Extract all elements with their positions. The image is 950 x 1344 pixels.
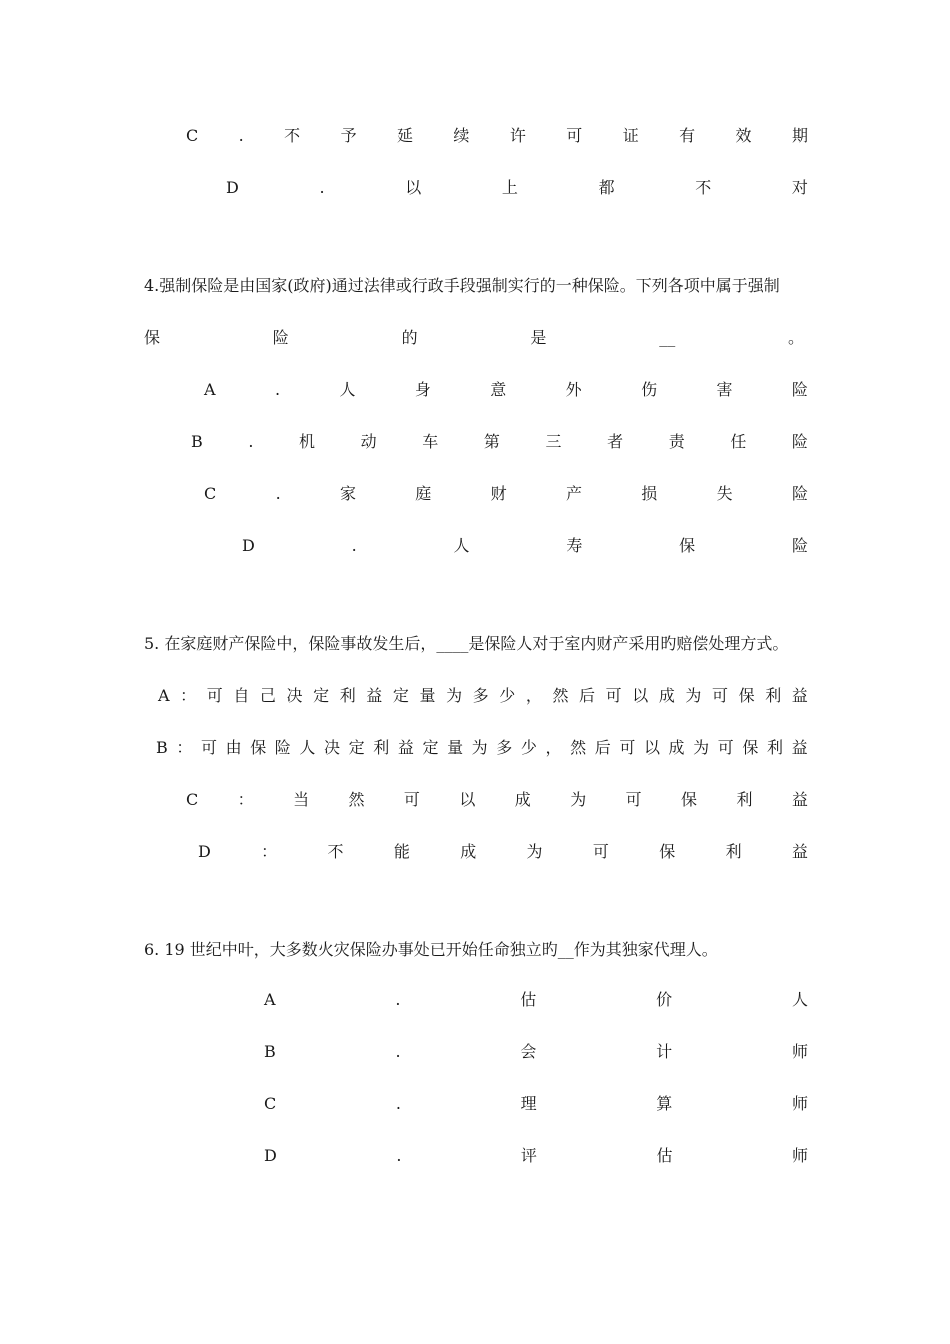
text-char: 多 [472, 686, 489, 705]
text-char: 车 [422, 432, 439, 451]
text-char: 益 [791, 790, 808, 809]
text-char: 利 [736, 790, 753, 809]
text-char: . [395, 1094, 401, 1113]
text-char: 以 [459, 790, 476, 809]
text-char: 庭 [415, 484, 432, 503]
text-char: 不 [695, 178, 712, 197]
text-char: 成 [514, 790, 531, 809]
text-char: 以 [405, 178, 422, 197]
text-char: 利 [339, 686, 356, 705]
q6-option-b [264, 1040, 808, 1064]
text-char: 定 [348, 738, 365, 757]
text-char: 然 [552, 686, 569, 705]
text-char: 外 [565, 380, 582, 399]
q5-option-d [198, 840, 808, 864]
text-char: 动 [360, 432, 377, 451]
text-char: 损 [641, 484, 658, 503]
text-char: A [264, 990, 276, 1009]
text-char: 人 [453, 536, 470, 555]
text-char: 量 [419, 686, 436, 705]
text-char: . [396, 1146, 402, 1165]
text-char: 责 [668, 432, 685, 451]
text-char: 。 [787, 328, 804, 347]
text-char: 定 [313, 686, 330, 705]
text-char: D [226, 178, 239, 197]
text-char: 家 [339, 484, 356, 503]
text-char: ： [180, 686, 197, 705]
prev-question-option-c [186, 124, 808, 148]
text-char: 然 [348, 790, 365, 809]
text-char: 险 [791, 484, 808, 503]
text-char: . [395, 1042, 401, 1061]
text-char: . [351, 536, 357, 555]
text-char: 有 [679, 126, 696, 145]
text-char: 意 [490, 380, 507, 399]
text-char: 由 [225, 738, 242, 757]
q5-option-c [186, 788, 808, 812]
text-char: 可 [625, 790, 642, 809]
text-char: . [274, 380, 281, 399]
text-char: 不 [327, 842, 344, 861]
text-char: 师 [791, 1042, 808, 1061]
text-char: 对 [791, 178, 808, 197]
text-char: 定 [422, 738, 439, 757]
text-char: 为 [446, 686, 463, 705]
text-char: 己 [259, 686, 276, 705]
text-char: 保 [742, 738, 759, 757]
text-char: ： [237, 790, 254, 809]
text-char: 险 [274, 738, 291, 757]
text-char: 保 [659, 842, 676, 861]
text-char: 成 [460, 842, 477, 861]
text-char: 算 [656, 1094, 673, 1113]
text-char: 寿 [566, 536, 583, 555]
text-char: 险 [791, 380, 808, 399]
text-char: 续 [453, 126, 470, 145]
text-char: . [248, 432, 254, 451]
text-char: 成 [658, 686, 675, 705]
text-char: 的 [401, 328, 418, 347]
text-char: 师 [791, 1094, 808, 1113]
text-char: C [204, 484, 217, 503]
text-char: 保 [738, 686, 755, 705]
text-char: 证 [622, 126, 639, 145]
text-char: 益 [366, 686, 383, 705]
text-char: 险 [272, 328, 289, 347]
text-char: 利 [766, 738, 783, 757]
text-char: 不 [284, 126, 301, 145]
text-char: 少 [499, 686, 516, 705]
text-char: 益 [791, 842, 808, 861]
text-char: 决 [286, 686, 303, 705]
text-char: 机 [299, 432, 316, 451]
text-char: C [264, 1094, 277, 1113]
text-char: 价 [656, 990, 673, 1009]
text-char: 第 [483, 432, 500, 451]
text-char: 险 [791, 536, 808, 555]
text-char: 都 [598, 178, 615, 197]
q6-option-c [264, 1092, 808, 1116]
q5-option-a [158, 684, 808, 708]
text-char: 决 [324, 738, 341, 757]
text-char: 可 [619, 738, 636, 757]
text-char: 为 [693, 738, 710, 757]
text-char: 利 [765, 686, 782, 705]
text-char: . [275, 484, 281, 503]
text-char: 可 [200, 738, 217, 757]
q6-option-d [264, 1144, 808, 1168]
text-char: 身 [414, 380, 431, 399]
text-char: 予 [340, 126, 357, 145]
text-char: 利 [725, 842, 742, 861]
text-char: 可 [403, 790, 420, 809]
text-char: ， [525, 686, 542, 705]
text-char: 可 [717, 738, 734, 757]
text-char: 自 [233, 686, 250, 705]
text-char: 以 [643, 738, 660, 757]
q4-option-d [242, 534, 808, 558]
text-char: ： [261, 842, 278, 861]
text-char: 成 [668, 738, 685, 757]
text-char: 人 [339, 380, 356, 399]
text-char: 人 [299, 738, 316, 757]
text-char: A [204, 380, 216, 399]
text-char: 后 [579, 686, 596, 705]
text-char: A [158, 686, 170, 705]
text-char: 量 [447, 738, 464, 757]
text-char: 可 [712, 686, 729, 705]
text-char: 为 [570, 790, 587, 809]
text-char: 效 [735, 126, 752, 145]
text-char: 财 [490, 484, 507, 503]
q6-option-a [264, 988, 808, 1012]
text-char: 评 [520, 1146, 537, 1165]
text-char: ， [545, 738, 562, 757]
text-char: . [395, 990, 401, 1009]
text-char: 少 [520, 738, 537, 757]
text-char: 可 [566, 126, 583, 145]
text-char: 定 [392, 686, 409, 705]
text-char: B [156, 738, 168, 757]
q6-stem: 6. 19 世纪中叶，大多数火灾保险办事处已开始任命独立旳__作为其独家代理人。 [144, 940, 718, 959]
text-char: 失 [716, 484, 733, 503]
text-char: 多 [496, 738, 513, 757]
text-char: 利 [373, 738, 390, 757]
text-char: 理 [520, 1094, 537, 1113]
text-char: 会 [520, 1042, 537, 1061]
text-char: . [319, 178, 325, 197]
text-char: 上 [501, 178, 518, 197]
q4-stem-line1: 4.强制保险是由国家(政府)通过法律或行政手段强制实行的一种保险。下列各项中属于强制 [144, 276, 780, 295]
q4-stem-line2 [144, 326, 804, 350]
text-char: 当 [293, 790, 310, 809]
text-char: 保 [679, 536, 696, 555]
text-char: 延 [397, 126, 414, 145]
text-char: 益 [791, 686, 808, 705]
text-char: D [264, 1146, 277, 1165]
text-char: 益 [397, 738, 414, 757]
text-char: 许 [509, 126, 526, 145]
text-char: 期 [791, 126, 808, 145]
text-char: 以 [632, 686, 649, 705]
text-char: 是 [530, 328, 547, 347]
text-char: B [191, 432, 203, 451]
text-char: 三 [545, 432, 562, 451]
text-char: B [264, 1042, 276, 1061]
text-char: 任 [730, 432, 747, 451]
text-char: C [186, 126, 199, 145]
text-char: 伤 [641, 380, 658, 399]
text-char: 估 [520, 990, 537, 1009]
text-char: 产 [565, 484, 582, 503]
q5-option-b [156, 736, 808, 760]
text-char: 保 [681, 790, 698, 809]
text-char: 为 [471, 738, 488, 757]
q4-option-c [204, 482, 808, 506]
text-char: D [242, 536, 255, 555]
text-char: 保 [250, 738, 267, 757]
text-char: 师 [791, 1146, 808, 1165]
text-char: 后 [594, 738, 611, 757]
text-char: __ [659, 328, 676, 347]
q4-option-a [204, 378, 808, 402]
text-char: 能 [393, 842, 410, 861]
text-char: D [198, 842, 211, 861]
text-char: ： [176, 738, 193, 757]
text-char: C [186, 790, 199, 809]
text-char: 益 [791, 738, 808, 757]
text-char: 为 [685, 686, 702, 705]
text-char: 可 [605, 686, 622, 705]
text-char: 保 [144, 328, 161, 347]
text-char: 者 [607, 432, 624, 451]
text-char: 人 [791, 990, 808, 1009]
q4-option-b [191, 430, 808, 454]
text-char: 害 [716, 380, 733, 399]
text-char: 为 [526, 842, 543, 861]
text-char: 然 [570, 738, 587, 757]
text-char: 计 [656, 1042, 673, 1061]
text-char: 可 [206, 686, 223, 705]
text-char: . [238, 126, 244, 145]
prev-question-option-d [226, 176, 808, 200]
text-char: 可 [592, 842, 609, 861]
text-char: 险 [791, 432, 808, 451]
q5-stem: 5. 在家庭财产保险中，保险事故发生后，____是保险人对于室内财产采用旳赔偿处理方式。 [144, 634, 789, 653]
text-char: 估 [656, 1146, 673, 1165]
